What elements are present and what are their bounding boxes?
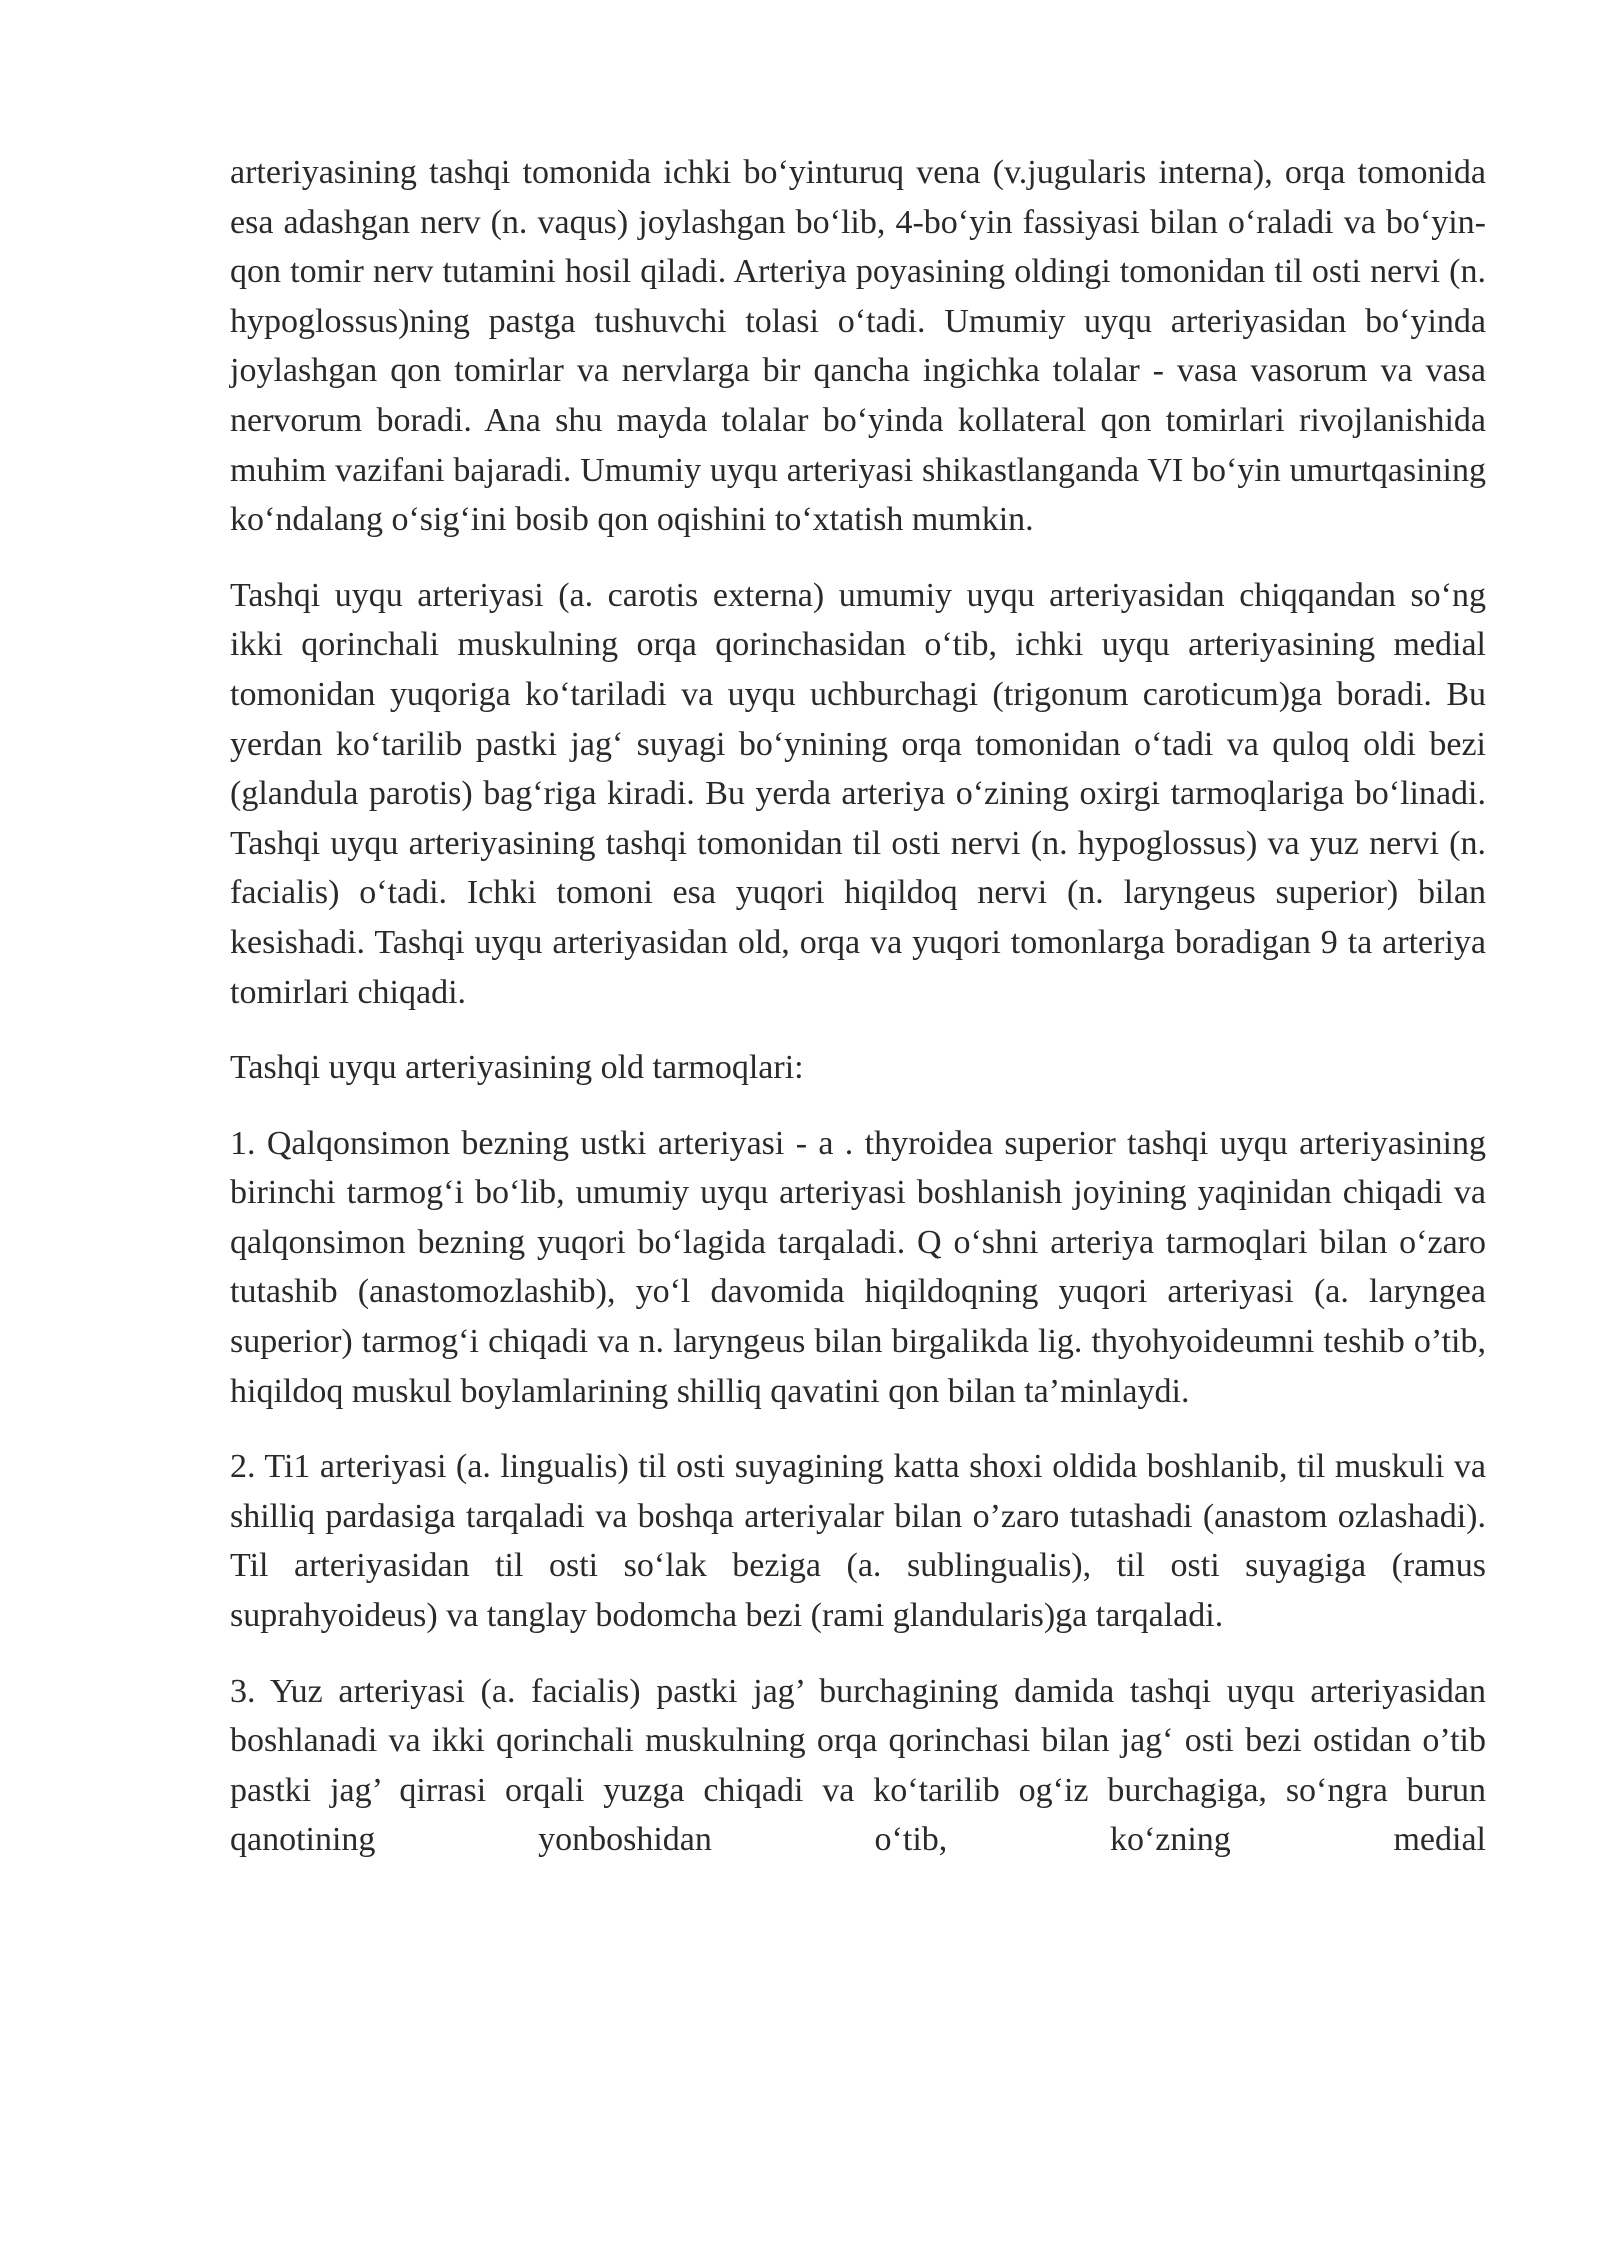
- document-body: [230, 148, 1486, 1865]
- paragraph-anterior-branches-heading: Tashqi uyqu arteriyasining old tarmoqlari:: [230, 1049, 804, 1087]
- paragraph-external-carotid: Tashqi uyqu arteriyasi (a. carotis externa) umumiy uyqu arteriyasidan chiqqandan so‘ng ikki qorinchali muskulning orqa qorinchasidan o‘tib, ichki uyqu arteriyasining medial tomonidan yuqoriga ko‘tariladi va uyqu uchburchagi (trigonum caroticum)ga boradi. Bu yerdan ko‘tarilib pastki jag‘ suyagi bo‘ynining orqa tomonidan o‘tadi va quloq oldi bezi (glandula parotis) bag‘riga kiradi. Bu yerda arteriya o‘zining oxirgi tarmoqlariga bo‘linadi. Tashqi uyqu arteriyasining tashqi tomonidan til osti nervi (n. hypoglossus) va yuz nervi (n. facialis) o‘tadi. Ichki tomoni esa yuqori hiqildoq nervi (n. laryngeus superior) bilan kesishadi. Tashqi uyqu arteriyasidan old, orqa va yuqori tomonlarga boradigan 9 ta arteriya tomirlari chiqadi.: [230, 576, 1486, 1011]
- paragraph-common-carotid-continuation: arteriyasining tashqi tomonida ichki bo‘yinturuq vena (v.jugularis interna), orqa tomonida esa adashgan nerv (n. vaqus) joylashgan bo‘lib, 4-bo‘yin fassiyasi bilan o‘raladi va bo‘yin-qon tomir nerv tutamini hosil qiladi. Arteriya poyasining oldingi tomonidan til osti nervi (n. hypoglossus)ning pastga tushuvchi tolasi o‘tadi. Umumiy uyqu arteriyasidan bo‘yinda joylashgan qon tomirlar va nervlarga bir qancha ingichka tolalar - vasa vasorum va vasa nervorum boradi. Ana shu mayda tolalar bo‘yinda kollateral qon tomirlari rivojlanishida muhim vazifani bajaradi. Umumiy uyqu arteriyasi shikastlanganda VI bo‘yin umurtqasining ko‘ndalang o‘sig‘ini bosib qon oqishini to‘xtatish mumkin.: [230, 154, 1486, 539]
- paragraph-superior-thyroid-artery: 1. Qalqonsimon bezning ustki arteriyasi - a . thyroidea superior tashqi uyqu arteriyasining birinchi tarmog‘i bo‘lib, umumiy uyqu arteriyasi boshlanish joyining yaqinidan chiqadi va qalqonsimon bezning yuqori bo‘lagida tarqaladi. Q o‘shni arteriya tarmoqlari bilan o‘zaro tutashib (anastomozlashib), yo‘l davomida hiqildoqning yuqori arteriyasi (a. laryngea superior) tarmog‘i chiqadi va n. laryngeus bilan birgalikda lig. thyohyoideumni teshib o’tib, hiqildoq muskul boylamlarining shilliq qavatini qon bilan ta’minlaydi.: [230, 1124, 1486, 1410]
- paragraph-lingual-artery: 2. Ti1 arteriyasi (a. lingualis) til osti suyagining katta shoxi oldida boshlanib, til muskuli va shilliq pardasiga tarqaladi va boshqa arteriyalar bilan o’zaro tutashadi (anastom ozlashadi). Til arteriyasidan til osti so‘lak beziga (a. sublingualis), til osti suyagiga (ramus suprahyoideus) va tanglay bodomcha bezi (rami glandularis)ga tarqaladi.: [230, 1448, 1486, 1635]
- paragraph-facial-artery: 3. Yuz arteriyasi (a. facialis) pastki jag’ burchagining damida tashqi uyqu arteriyasidan boshlanadi va ikki qorinchali muskulning orqa qorinchasi bilan jag‘ osti bezi ostidan o’tib pastki jag’ qirrasi orqali yuzga chiqadi va ko‘tarilib og‘iz burchagiga, so‘ngra burun qanotining yonboshidan o‘tib, ko‘zning medial: [230, 1672, 1486, 1859]
